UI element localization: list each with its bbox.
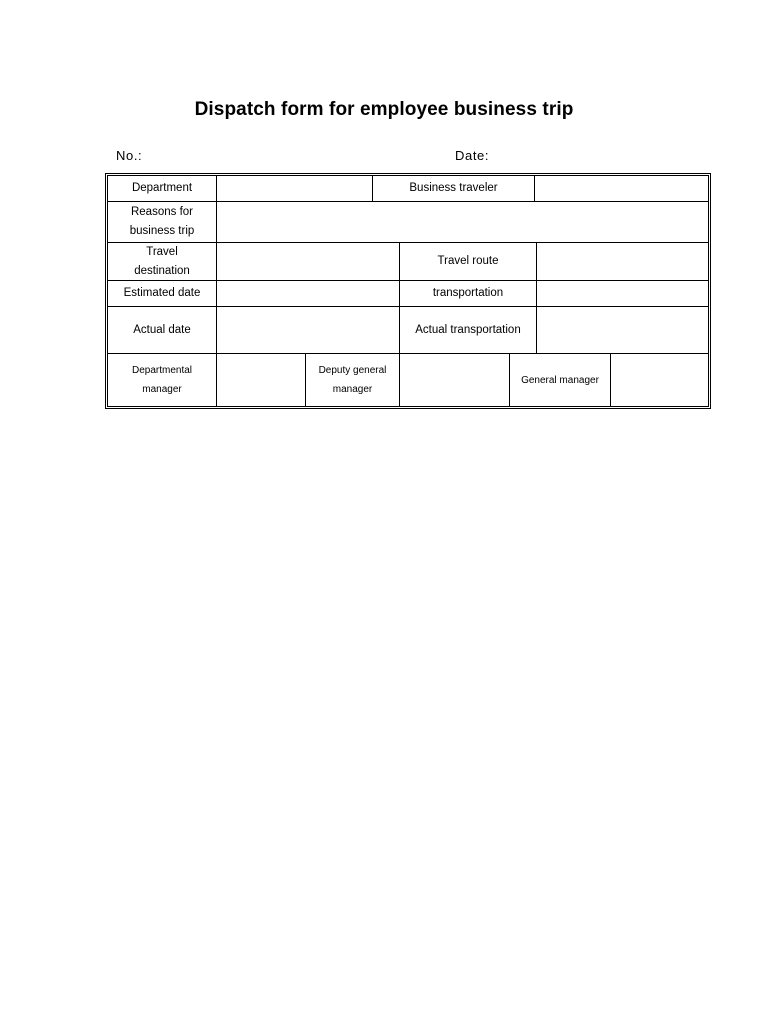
deputy-general-manager-signature-field[interactable] bbox=[400, 354, 509, 406]
general-manager-label: General manager bbox=[521, 374, 599, 386]
travel-route-field[interactable] bbox=[537, 243, 708, 280]
reasons-for-business-trip-field[interactable] bbox=[217, 202, 708, 242]
business-traveler-field[interactable] bbox=[535, 176, 708, 201]
actual-transportation-label: Actual transportation bbox=[415, 323, 521, 336]
departmental-manager-signature-field[interactable] bbox=[217, 354, 305, 406]
general-manager-signature-field[interactable] bbox=[611, 354, 708, 406]
actual-transportation-field[interactable] bbox=[537, 307, 708, 353]
reasons-for-business-trip-label: Reasons for business trip bbox=[129, 206, 195, 237]
form-number-label: No.: bbox=[116, 148, 143, 163]
travel-destination-label: Travel destination bbox=[134, 245, 190, 277]
travel-destination-field[interactable] bbox=[217, 243, 399, 280]
actual-date-field[interactable] bbox=[217, 307, 399, 353]
transportation-field[interactable] bbox=[537, 281, 708, 306]
departmental-manager-label: Departmental manager bbox=[131, 365, 193, 395]
department-label: Department bbox=[131, 182, 193, 194]
estimated-date-field[interactable] bbox=[217, 281, 399, 306]
deputy-general-manager-label: Deputy general manager bbox=[318, 365, 387, 395]
travel-route-label: Travel route bbox=[437, 255, 499, 267]
actual-date-label: Actual date bbox=[133, 323, 191, 336]
form-date-label: Date: bbox=[455, 148, 490, 163]
business-traveler-label: Business traveler bbox=[409, 182, 498, 194]
transportation-label: transportation bbox=[432, 287, 504, 299]
estimated-date-label: Estimated date bbox=[123, 287, 201, 299]
department-field[interactable] bbox=[217, 176, 372, 201]
form-table bbox=[107, 175, 709, 407]
page-title: Dispatch form for employee business trip bbox=[194, 99, 574, 120]
